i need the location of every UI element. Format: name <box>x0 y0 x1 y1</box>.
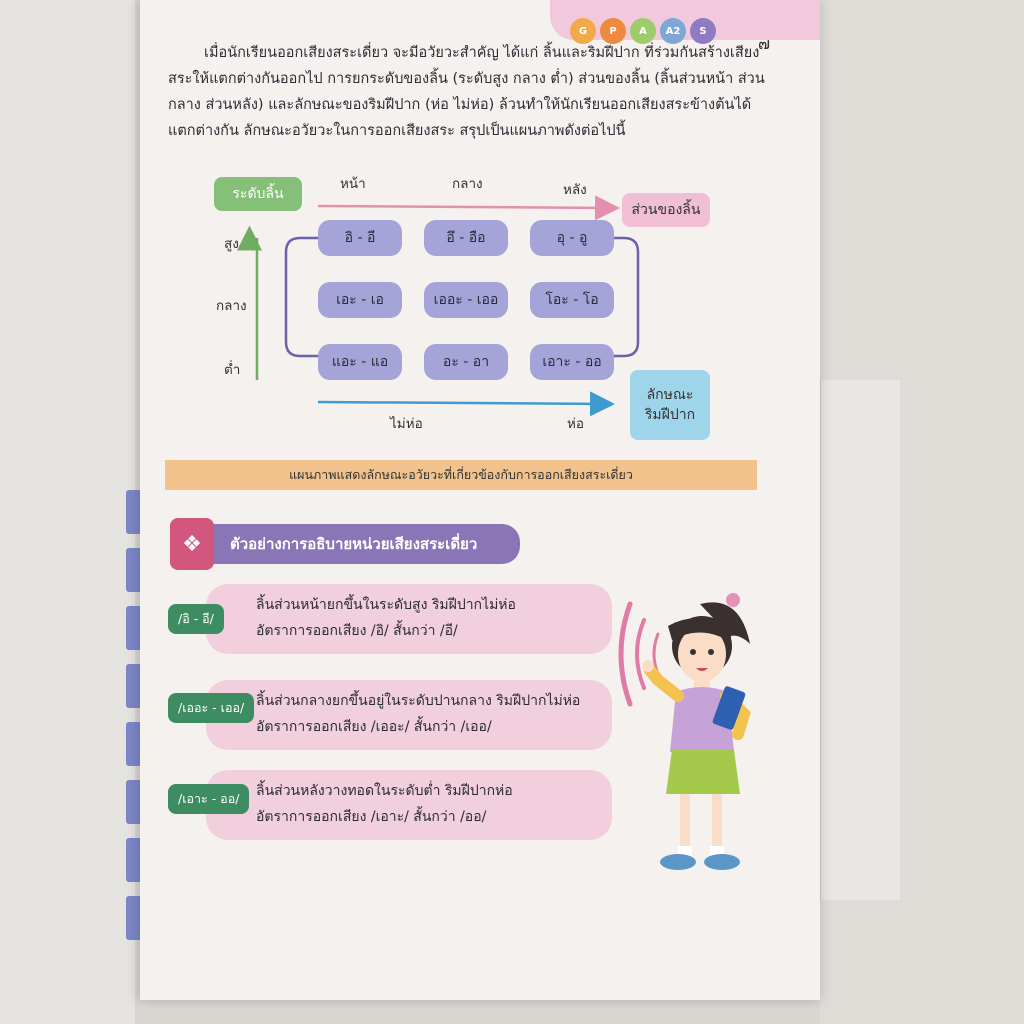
vowel-box: อึ - อือ <box>424 220 508 256</box>
background-book-edge <box>820 380 900 900</box>
book-page <box>140 0 820 1000</box>
intro-paragraph: เมื่อนักเรียนออกเสียงสระเดี่ยว จะมีอวัยวะสำคัญ ได้แก่ ลิ้นและริมฝีปาก ที่ร่วมกันสร้างเสียงสระให้แตกต่างกันออกไป การยกระดับของลิ้น (ระดับสูง กลาง ต่ำ) ส่วนของลิ้น (ลิ้นส่วนหน้า ส่วนกลาง ส่วนหลัง) และลักษณะของริมฝีปาก (ห่อ ไม่ห่อ) ล้วนทำให้นักเรียนออกเสียงสระข้างต้นได้แตกต่างกัน ลักษณะอวัยวะในการออกเสียงสระ สรุปเป็นแผนภาพดังต่อไปนี้ <box>168 45 765 139</box>
vowel-box: แอะ - แอ <box>318 344 402 380</box>
diagram-caption: แผนภาพแสดงลักษณะอวัยวะที่เกี่ยวข้องกับการออกเสียงสระเดี่ยว <box>165 460 757 490</box>
example-line2: อัตราการออกเสียง /เอาะ/ สั้นกว่า /ออ/ <box>256 809 487 825</box>
side-label-high: สูง <box>224 236 239 252</box>
tongue-part-box: ส่วนของลิ้น <box>622 193 710 227</box>
tongue-level-box: ระดับลิ้น <box>214 177 302 211</box>
page-number: ๗ <box>758 34 771 53</box>
example-tag: /อิ - อี/ <box>168 604 224 634</box>
example-card <box>206 584 612 654</box>
background-left <box>0 0 135 1024</box>
example-tag: /เออะ - เออ/ <box>168 693 254 723</box>
vowel-box: อิ - อี <box>318 220 402 256</box>
example-line1: ลิ้นส่วนกลางยกขึ้นอยู่ในระดับปานกลาง ริมฝีปากไม่ห่อ <box>256 693 581 709</box>
vowel-box: เออะ - เออ <box>424 282 508 318</box>
bottom-label-rounded: ห่อ <box>567 416 585 432</box>
example-line1: ลิ้นส่วนหลังวางทอดในระดับต่ำ ริมฝีปากห่อ <box>256 783 513 799</box>
tongue-part-arrow <box>318 206 615 208</box>
flower-icon: ❖ <box>170 518 214 570</box>
vowel-box: อุ - อู <box>530 220 614 256</box>
vowel-box: เอะ - เอ <box>318 282 402 318</box>
lip-shape-label-line2: ริมฝีปาก <box>644 407 696 423</box>
skill-circle-a: A <box>630 18 656 44</box>
top-label-front: หน้า <box>340 176 366 192</box>
section-title: ตัวอย่างการอธิบายหน่วยเสียงสระเดี่ยว <box>170 524 520 564</box>
example-line2: อัตราการออกเสียง /อิ/ สั้นกว่า /อี/ <box>256 623 458 639</box>
example-card <box>206 770 612 840</box>
lip-shape-arrow <box>318 402 610 404</box>
girl-illustration <box>610 584 760 884</box>
lip-shape-box <box>630 370 710 440</box>
bottom-label-unrounded: ไม่ห่อ <box>390 416 423 432</box>
vowel-box: อะ - อา <box>424 344 508 380</box>
skill-circle-s: S <box>690 18 716 44</box>
skill-circle-g: G <box>570 18 596 44</box>
example-tag: /เอาะ - ออ/ <box>168 784 249 814</box>
lip-shape-label-line1: ลักษณะ <box>646 387 694 403</box>
vowel-diagram <box>160 160 760 460</box>
skill-circle-p: P <box>600 18 626 44</box>
rounded-bracket <box>610 238 638 356</box>
side-label-low: ต่ำ <box>224 362 241 378</box>
side-label-mid: กลาง <box>216 298 247 314</box>
example-line1: ลิ้นส่วนหน้ายกขึ้นในระดับสูง ริมฝีปากไม่ห่อ <box>256 597 516 613</box>
example-card <box>206 680 612 750</box>
vowel-box: โอะ - โอ <box>530 282 614 318</box>
vowel-box: เอาะ - ออ <box>530 344 614 380</box>
top-label-back: หลัง <box>563 182 587 198</box>
top-label-central: กลาง <box>452 176 483 192</box>
unrounded-bracket <box>286 238 320 356</box>
example-line2: อัตราการออกเสียง /เออะ/ สั้นกว่า /เออ/ <box>256 719 492 735</box>
skill-circle-a2: A2 <box>660 18 686 44</box>
